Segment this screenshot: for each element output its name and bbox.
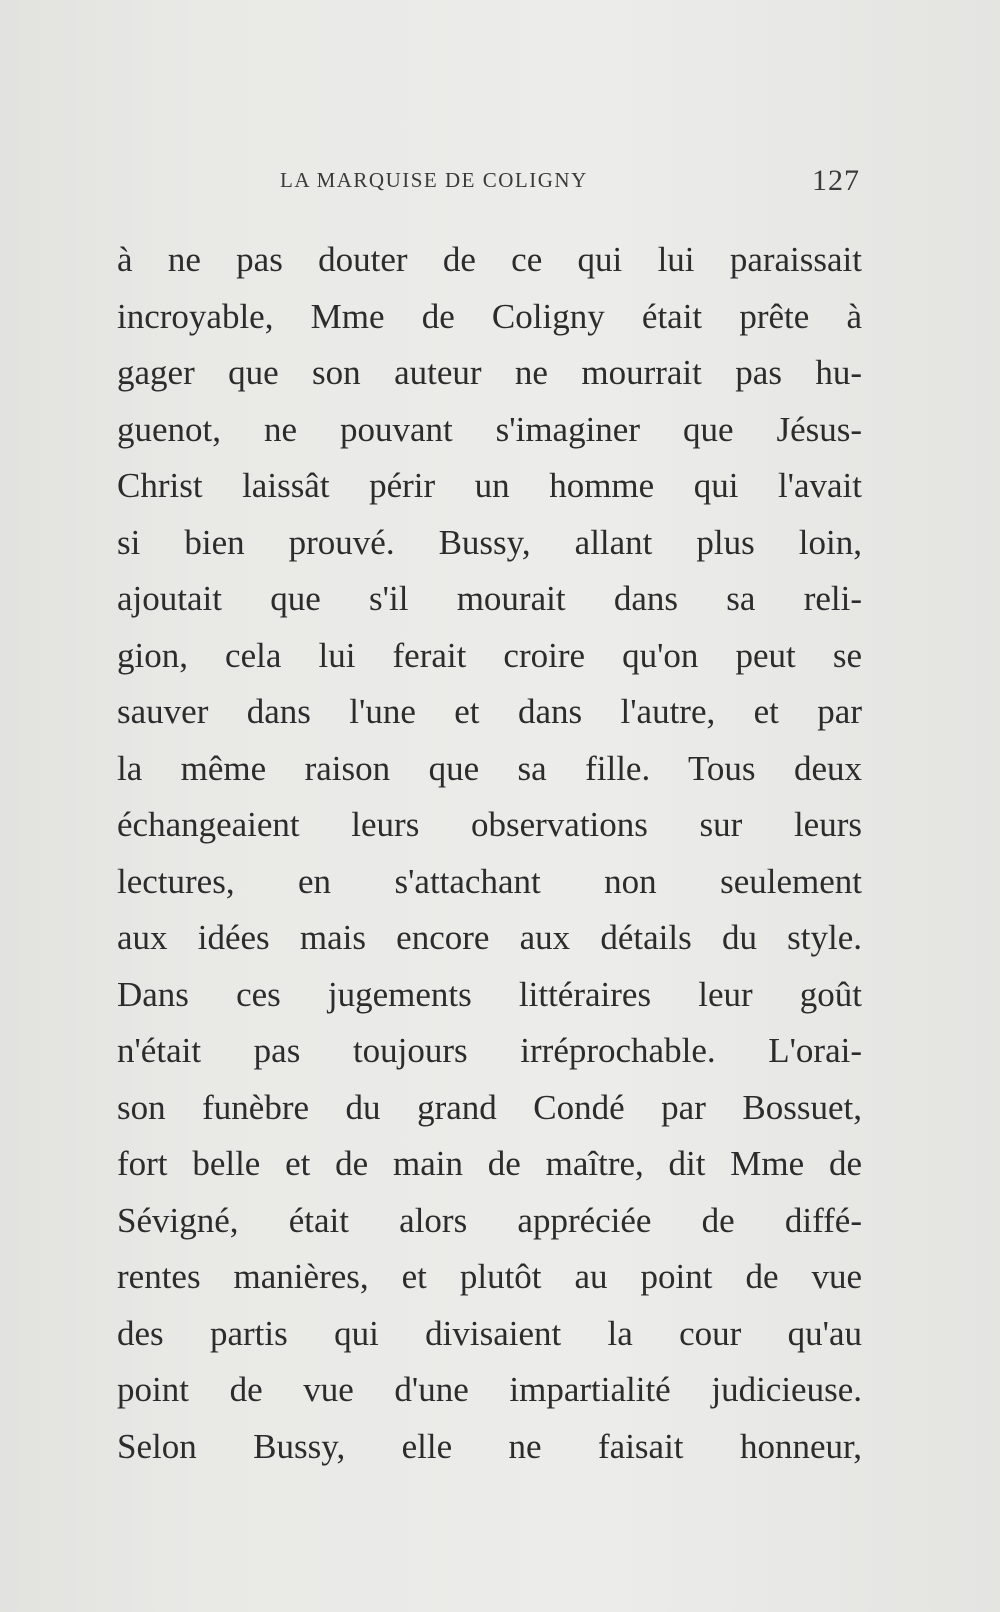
text-line: n'était pas toujours irréprochable. L'orai- (117, 1031, 862, 1070)
text-line: sauver dans l'une et dans l'autre, et par (117, 692, 862, 731)
text-line: Dans ces jugements littéraires leur goût (117, 974, 862, 1014)
text-line: point de vue d'une impartialité judicieuse. (117, 1370, 862, 1409)
page-header (120, 164, 860, 208)
page-number: 127 (812, 164, 860, 197)
text-line: rentes manières, et plutôt au point de vue (117, 1257, 862, 1296)
text-line: Christ laissât périr un homme qui l'avait (117, 466, 862, 505)
text-line: échangeaient leurs observations sur leurs (117, 805, 862, 844)
text-line: gion, cela lui ferait croire qu'on peut se (117, 635, 862, 675)
text-line: lectures, en s'attachant non seulement (117, 861, 862, 901)
text-line: gager que son auteur ne mourrait pas hu- (117, 353, 862, 392)
text-line: Selon Bussy, elle ne faisait honneur, (117, 1426, 862, 1466)
text-line: à ne pas douter de ce qui lui paraissait (117, 240, 862, 279)
text-line: guenot, ne pouvant s'imaginer que Jésus- (117, 409, 862, 449)
text-line: des partis qui divisaient la cour qu'au (117, 1313, 862, 1353)
text-line: incroyable, Mme de Coligny était prête à (117, 296, 862, 336)
body-text (117, 232, 862, 1475)
text-line: la même raison que sa fille. Tous deux (117, 748, 862, 788)
text-line: ajoutait que s'il mourait dans sa reli- (117, 579, 862, 618)
text-line: si bien prouvé. Bussy, allant plus loin, (117, 522, 862, 562)
text-line: aux idées mais encore aux détails du style. (117, 918, 862, 957)
running-title: LA MARQUISE DE COLIGNY (280, 168, 588, 192)
text-line: Sévigné, était alors appréciée de diffé- (117, 1200, 862, 1240)
text-line: fort belle et de main de maître, dit Mme de (117, 1144, 862, 1183)
text-line: son funèbre du grand Condé par Bossuet, (117, 1087, 862, 1127)
